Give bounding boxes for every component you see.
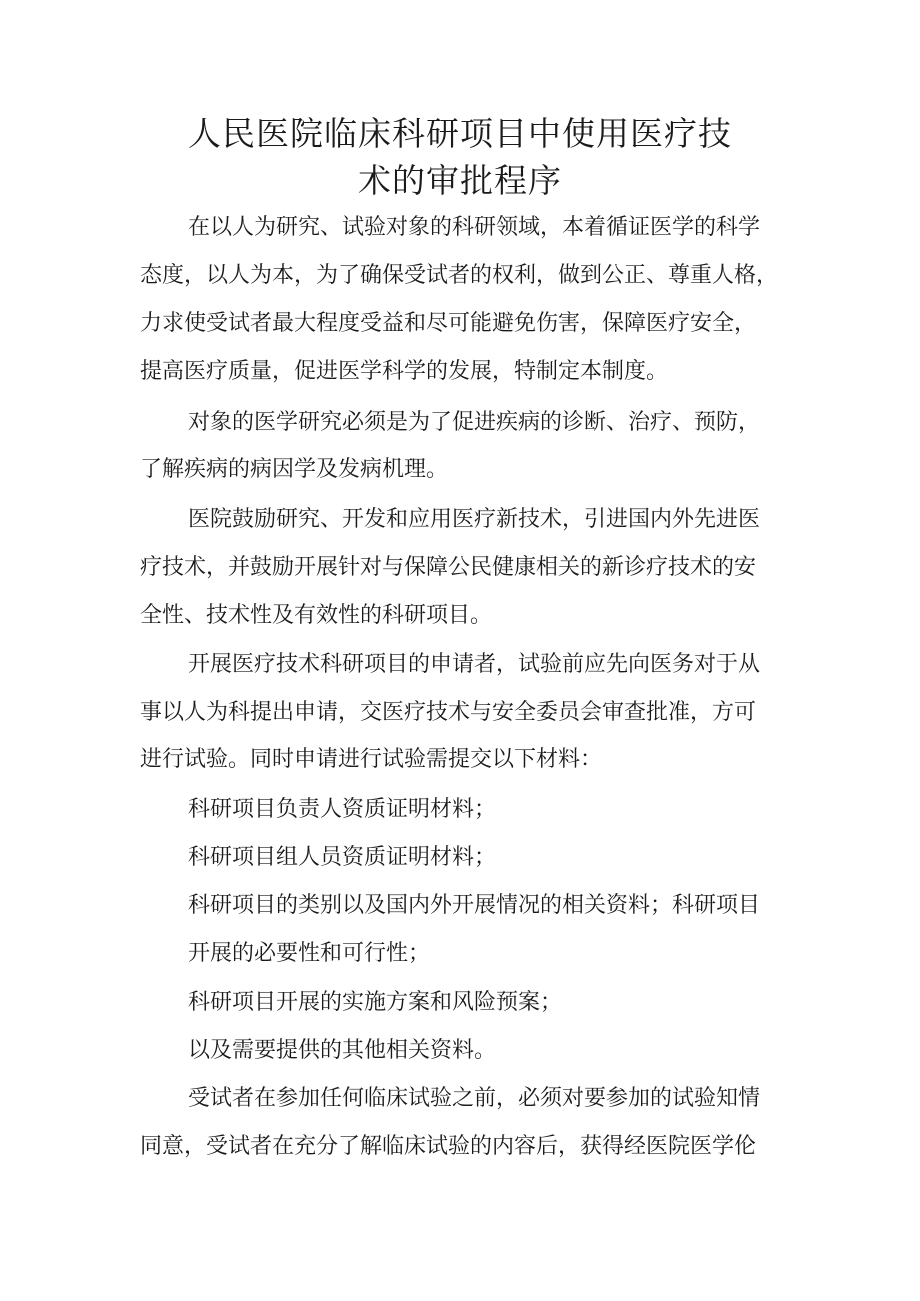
body-text-line: 医院鼓励研究、开发和应用医疗新技术，引进国内外先进医 — [188, 507, 761, 532]
body-text-line: 受试者在参加任何临床试验之前，必须对要参加的试验知情 — [188, 1086, 761, 1111]
body-text-line: 了解疾病的病因学及发病机理。 — [140, 457, 449, 482]
body-text-line: 疗技术，并鼓励开展针对与保障公民健康相关的新诊疗技术的安 — [140, 555, 757, 580]
document-title-line-2: 术的审批程序 — [358, 161, 562, 200]
body-text-line: 提高医疗质量，促进医学科学的发展，特制定本制度。 — [140, 359, 669, 384]
body-text-line: 对象的医学研究必须是为了促进疾病的诊断、治疗、预防， — [188, 410, 761, 435]
list-item: 科研项目的类别以及国内外开展情况的相关资料；科研项目 — [188, 893, 761, 918]
body-text-line: 进行试验。同时申请进行试验需提交以下材料： — [140, 747, 603, 772]
list-item: 以及需要提供的其他相关资料。 — [188, 1038, 497, 1063]
body-text-line: 开展医疗技术科研项目的申请者，试验前应先向医务对于从 — [188, 652, 761, 677]
list-item: 科研项目组人员资质证明材料； — [188, 845, 497, 870]
body-text-line: 在以人为研究、试验对象的科研领域，本着循证医学的科学 — [188, 215, 761, 240]
list-item-continuation: 开展的必要性和可行性； — [188, 941, 431, 966]
list-item: 科研项目开展的实施方案和风险预案； — [188, 990, 563, 1015]
body-text-line: 全性、技术性及有效性的科研项目。 — [140, 603, 493, 628]
body-text-line: 态度，以人为本，为了确保受试者的权利，做到公正、尊重人格， — [140, 263, 779, 288]
body-text-line: 同意，受试者在充分了解临床试验的内容后，获得经医院医学伦 — [140, 1134, 757, 1159]
body-text-line: 力求使受试者最大程度受益和尽可能避免伤害，保障医疗安全， — [140, 311, 757, 336]
list-item: 科研项目负责人资质证明材料； — [188, 797, 497, 822]
body-text-line: 事以人为科提出申请，交医疗技术与安全委员会审查批准，方可 — [140, 700, 757, 725]
document-title-line-1: 人民医院临床科研项目中使用医疗技 — [188, 114, 732, 153]
